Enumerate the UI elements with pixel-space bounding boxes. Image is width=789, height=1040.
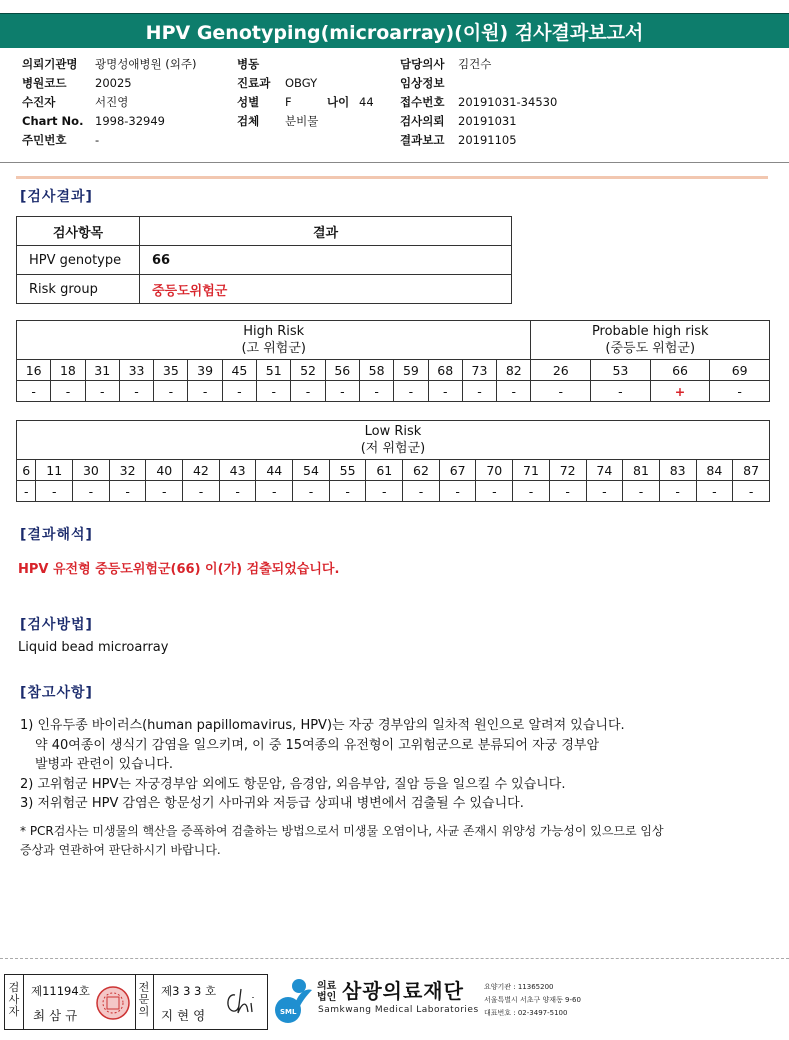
divider (135, 975, 136, 1029)
genotype-cell: 67 (439, 460, 476, 481)
genotype-result-cell: - (549, 481, 586, 502)
info-label: 주민번호 (22, 133, 67, 147)
high-risk-subtitle: (고 위험군) (241, 341, 306, 356)
genotype-result-cell: - (329, 481, 366, 502)
genotype-cell: 33 (119, 360, 153, 381)
lab-logo-icon (272, 976, 316, 1026)
footnote (20, 822, 664, 860)
genotype-result-cell: - (359, 381, 393, 402)
low-risk-title: Low Risk (364, 424, 422, 439)
org-address: 서울특별시 서초구 양재동 9-60 (484, 996, 581, 1004)
tester-name: 최 삼 규 (33, 1008, 78, 1023)
org-name-en: Samkwang Medical Laboratories (318, 1005, 479, 1015)
genotype-result-cell: - (257, 381, 291, 402)
info-label: 담당의사 (400, 57, 445, 71)
genotype-result-cell: - (146, 481, 183, 502)
table-row (17, 360, 770, 381)
info-label: 의뢰기관명 (22, 57, 78, 71)
genotype-cell: 69 (710, 360, 770, 381)
genotype-cell: 42 (183, 460, 220, 481)
info-col-1 (22, 55, 197, 150)
info-value: OBGY (285, 76, 318, 90)
result-value: 66 (140, 246, 512, 275)
info-label: 검체 (237, 114, 260, 128)
genotype-cell: 71 (513, 460, 550, 481)
table-row (17, 460, 770, 481)
genotype-cell: 62 (403, 460, 440, 481)
genotype-result-cell: - (85, 381, 119, 402)
genotype-cell: 40 (146, 460, 183, 481)
genotype-result-cell: - (394, 381, 428, 402)
notes-list (20, 716, 625, 814)
genotype-result-cell: - (293, 481, 330, 502)
genotype-cell: 81 (623, 460, 660, 481)
genotype-result-cell: - (513, 481, 550, 502)
logo-badge-text: SML (280, 1008, 297, 1016)
genotype-result-cell: - (591, 381, 651, 402)
info-value: 김건수 (458, 57, 492, 71)
result-header-item: 검사항목 (17, 217, 140, 246)
genotype-result-cell: - (696, 481, 733, 502)
genotype-cell: 83 (659, 460, 696, 481)
age-label: 나이 (327, 95, 350, 109)
genotype-result-cell: - (439, 481, 476, 502)
info-col-3 (400, 55, 557, 150)
probable-risk-title: Probable high risk (591, 324, 709, 339)
low-risk-header (17, 421, 770, 460)
info-value: 20025 (95, 76, 132, 90)
genotype-cell: 84 (696, 460, 733, 481)
info-value: F (285, 95, 292, 109)
genotype-result-cell: - (531, 381, 591, 402)
signature-icon (223, 987, 261, 1017)
genotype-cell: 68 (428, 360, 462, 381)
genotype-result-cell: - (366, 481, 403, 502)
genotype-result-cell: - (659, 481, 696, 502)
genotype-cell: 73 (462, 360, 496, 381)
genotype-result-cell: - (497, 381, 531, 402)
genotype-cell: 55 (329, 460, 366, 481)
genotype-result-cell: - (710, 381, 770, 402)
info-value: 분비물 (285, 114, 319, 128)
genotype-cell: 43 (219, 460, 256, 481)
genotype-cell: 56 (325, 360, 359, 381)
info-value: 20191031-34530 (458, 95, 558, 109)
genotype-result-cell: - (428, 381, 462, 402)
doctor-label: 전 문 의 (138, 981, 150, 1018)
divider (0, 162, 789, 163)
genotype-cell: 54 (293, 460, 330, 481)
info-label: 임상정보 (400, 76, 445, 90)
note-line: 발병과 관련이 있습니다. (35, 757, 173, 772)
genotype-result-cell: - (73, 481, 110, 502)
probable-risk-subtitle: (중등도 위험군) (605, 341, 696, 356)
genotype-cell: 26 (531, 360, 591, 381)
genotype-cell: 16 (17, 360, 51, 381)
genotype-result-cell: - (119, 381, 153, 402)
seal-stamp-icon (95, 985, 131, 1021)
section-title-result: [검사결과] (20, 189, 93, 205)
genotype-result-cell: + (650, 381, 710, 402)
footer-divider (0, 958, 789, 959)
genotype-result-cell: - (586, 481, 623, 502)
info-label: 병원코드 (22, 76, 67, 90)
genotype-cell: 52 (291, 360, 325, 381)
doctor-name: 지 현 영 (161, 1008, 206, 1023)
result-header-value: 결과 (140, 217, 512, 246)
genotype-cell: 31 (85, 360, 119, 381)
genotype-cell: 35 (154, 360, 188, 381)
age-value: 44 (359, 95, 374, 109)
genotype-cell: 70 (476, 460, 513, 481)
footnote-line: * PCR검사는 미생물의 핵산을 증폭하여 검출하는 방법으로서 미생물 오염이나, 사균 존재시 위양성 가능성이 있으므로 임상 (20, 824, 664, 838)
genotype-cell: 39 (188, 360, 222, 381)
genotype-result-cell: - (188, 381, 222, 402)
result-value-risk: 중등도위험군 (140, 275, 512, 304)
genotype-result-cell: - (154, 381, 188, 402)
note-line: 3) 저위험군 HPV 감염은 항문성기 사마귀와 저등급 상피내 병변에서 검출될 수 있습니다. (20, 796, 524, 811)
info-label: 진료과 (237, 76, 271, 90)
genotype-cell: 51 (257, 360, 291, 381)
section-title-interpretation: [결과해석] (20, 527, 93, 543)
probable-risk-header (531, 321, 770, 360)
result-item: HPV genotype (17, 246, 140, 275)
genotype-result-cell: - (623, 481, 660, 502)
table-row (17, 481, 770, 502)
genotype-result-cell: - (17, 381, 51, 402)
genotype-cell: 82 (497, 360, 531, 381)
table-row (17, 275, 512, 304)
info-value: 서진영 (95, 95, 129, 109)
genotype-result-cell: - (403, 481, 440, 502)
genotype-result-cell: - (325, 381, 359, 402)
org-phone: 대표번호 : 02-3497-5100 (484, 1009, 568, 1017)
info-value: 광명성애병원 (외주) (95, 57, 197, 71)
report-title: HPV Genotyping(microarray)(이원) 검사결과보고서 (0, 13, 789, 48)
genotype-cell: 53 (591, 360, 651, 381)
genotype-result-cell: - (291, 381, 325, 402)
genotype-result-cell: - (733, 481, 770, 502)
genotype-cell: 32 (109, 460, 146, 481)
genotype-result-cell: - (462, 381, 496, 402)
genotype-cell: 66 (650, 360, 710, 381)
info-label: 접수번호 (400, 95, 445, 109)
genotype-cell: 72 (549, 460, 586, 481)
genotype-cell: 6 (17, 460, 36, 481)
genotype-cell: 58 (359, 360, 393, 381)
info-label: 수진자 (22, 95, 56, 109)
section-title-method: [검사방법] (20, 617, 93, 633)
genotype-result-cell: - (256, 481, 293, 502)
table-row (17, 246, 512, 275)
genotype-result-cell: - (51, 381, 85, 402)
org-prefix-2: 법인 (317, 992, 337, 1003)
genotype-result-cell: - (17, 481, 36, 502)
org-prefix (317, 981, 336, 1003)
genotype-result-cell: - (219, 481, 256, 502)
org-code: 요양기관 : 11365200 (484, 983, 554, 991)
signature-box (4, 974, 268, 1030)
high-risk-table (16, 320, 770, 402)
info-label: 병동 (237, 57, 260, 71)
genotype-cell: 61 (366, 460, 403, 481)
result-table (16, 216, 512, 304)
note-line: 2) 고위험군 HPV는 자궁경부암 외에도 항문암, 음경암, 외음부암, 질암 등을 일으킬 수 있습니다. (20, 776, 566, 792)
genotype-cell: 87 (733, 460, 770, 481)
divider (23, 975, 24, 1029)
table-row (17, 381, 770, 402)
genotype-result-cell: - (36, 481, 73, 502)
result-item: Risk group (17, 275, 140, 304)
genotype-cell: 44 (256, 460, 293, 481)
note-line: 1) 인유두종 바이러스(human papillomavirus, HPV)는 자궁 경부암의 일차적 원인으로 알려져 있습니다. (20, 718, 625, 733)
info-value: 20191031 (458, 114, 517, 128)
org-name: 삼광의료재단 (342, 979, 464, 1003)
info-label: Chart No. (22, 114, 84, 128)
info-label: 성별 (237, 95, 260, 109)
section-title-notes: [참고사항] (20, 685, 93, 701)
interpretation-text: HPV 유전형 중등도위험군(66) 이(가) 검출되었습니다. (18, 562, 340, 577)
high-risk-title: High Risk (243, 324, 305, 339)
info-value: 20191105 (458, 133, 517, 147)
genotype-result-cell: - (222, 381, 256, 402)
info-col-2 (237, 55, 374, 131)
genotype-result-cell: - (109, 481, 146, 502)
org-prefix-1: 의료 (317, 981, 337, 992)
genotype-result-cell: - (476, 481, 513, 502)
genotype-cell: 30 (73, 460, 110, 481)
doctor-license: 제3 3 3 호 (161, 984, 217, 998)
genotype-result-cell: - (183, 481, 220, 502)
genotype-cell: 74 (586, 460, 623, 481)
note-line: 약 40여종이 생식기 감염을 일으키며, 이 중 15여종의 유전형이 고위험군으로 분류되어 자궁 경부암 (35, 737, 600, 753)
tester-license: 제11194호 (31, 984, 90, 998)
info-label: 결과보고 (400, 133, 445, 147)
genotype-cell: 11 (36, 460, 73, 481)
org-contact (484, 981, 581, 1020)
divider-accent (16, 176, 768, 179)
genotype-cell: 18 (51, 360, 85, 381)
high-risk-header (17, 321, 531, 360)
info-label: 검사의뢰 (400, 114, 445, 128)
low-risk-subtitle: (저 위험군) (360, 441, 426, 456)
genotype-cell: 45 (222, 360, 256, 381)
method-text: Liquid bead microarray (18, 640, 169, 655)
info-value: - (95, 133, 100, 147)
info-value: 1998-32949 (95, 114, 165, 128)
low-risk-table (16, 420, 770, 502)
genotype-cell: 59 (394, 360, 428, 381)
divider (153, 975, 154, 1029)
footnote-line: 증상과 연관하여 판단하시기 바랍니다. (20, 843, 221, 857)
tester-label: 검 사 자 (8, 981, 20, 1018)
